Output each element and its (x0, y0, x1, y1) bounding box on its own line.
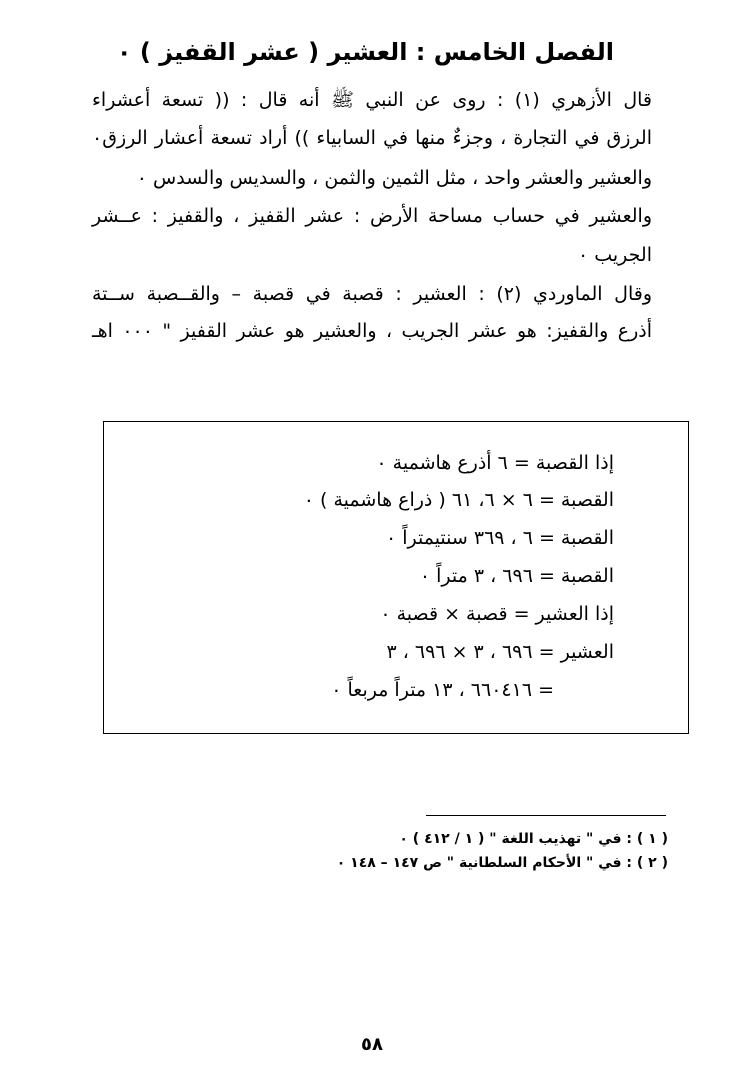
calc-line-4: القصبة = ٦٩٦ ، ٣ متراً ٠ (419, 565, 614, 587)
footnote-separator (426, 815, 666, 816)
calc-line-6: العشير = ٦٩٦ ، ٣ × ٦٩٦ ، ٣ (386, 641, 614, 663)
body-line-1: قال الأزهري (١) : روى عن النبي ﷺ أنه قال : (( تسعة أعشراء (92, 89, 652, 111)
calc-line-1: إذا القصبة = ٦ أذرع هاشمية ٠ (376, 452, 614, 474)
chapter-title: الفصل الخامس : العشير ( عشر القفيز ) ٠ (116, 38, 614, 66)
calc-line-5: إذا العشير = قصبة × قصبة ٠ (380, 603, 614, 625)
footnote-1: ( ١ ) : في " تهذيب اللغة " ( ١ / ٤١٢ ) ٠ (399, 831, 668, 847)
calc-line-3: القصبة = ٦ ، ٣٦٩ سنتيمتراً ٠ (385, 527, 614, 549)
body-line-5: الجريب ٠ (577, 244, 652, 266)
page-number: ٥٨ (361, 1034, 383, 1055)
body-line-7: أذرع والقفيز: هو عشر الجريب ، والعشير هو عشر القفيز " ٠٠٠ اهـ (92, 320, 653, 342)
body-line-3: والعشير والعشر واحد ، مثل الثمين والثمن ، والسديس والسدس ٠ (136, 167, 652, 189)
body-line-4: والعشير في حساب مساحة الأرض : عشر القفيز ، والقفيز : عــشر (92, 205, 652, 227)
body-line-6: وقال الماوردي (٢) : العشير : قصبة في قصبة – والقــصبة ســتة (92, 283, 652, 305)
calc-line-2: القصبة = ٦ × ٦، ٦١ ( ذراع هاشمية ) ٠ (303, 489, 614, 511)
footnote-2: ( ٢ ) : في " الأحكام السلطانية " ص ١٤٧ – ١٤٨ ٠ (336, 855, 668, 871)
body-line-2: الرزق في التجارة ، وجزءٌ منها في السابياء )) أراد تسعة أعشار الرزق٠ (92, 127, 652, 149)
calc-line-7: = ٦٦٠٤١٦ ، ١٣ متراً مربعاً ٠ (331, 679, 554, 701)
calculation-box (103, 421, 689, 734)
